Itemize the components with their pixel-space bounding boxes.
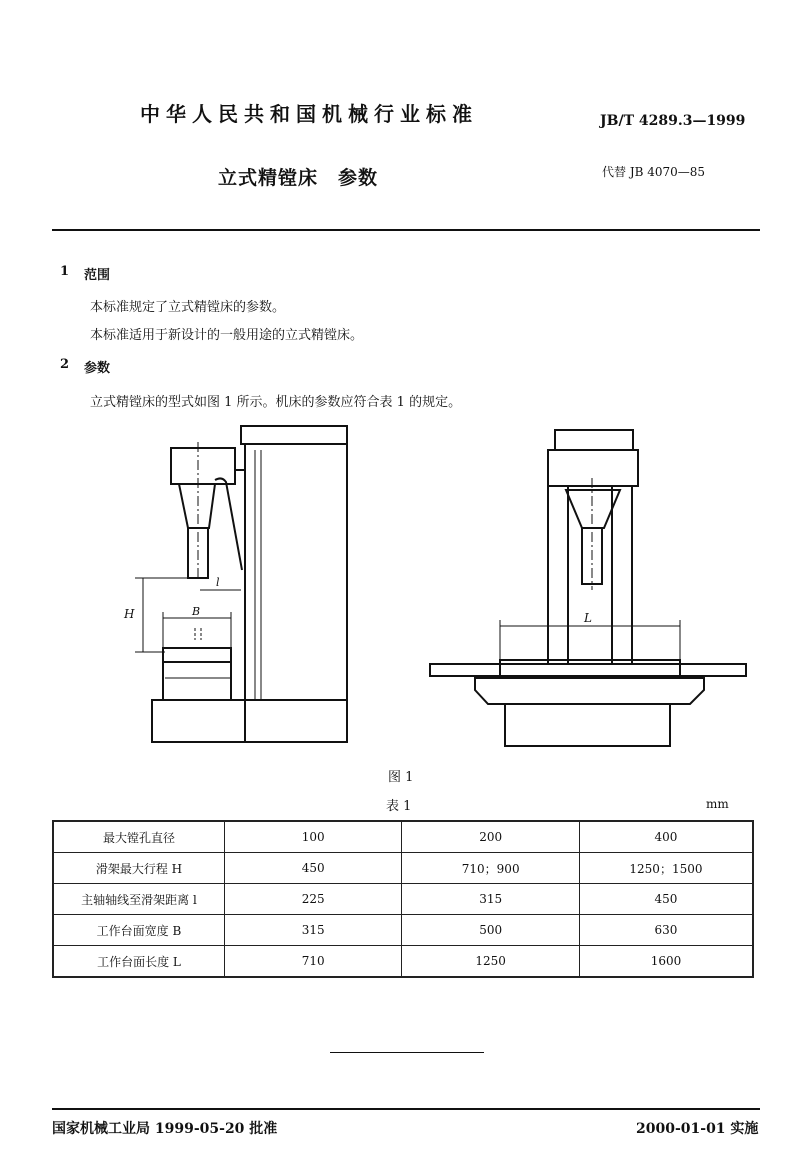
row-label: 工作台面长度 L [53,946,224,978]
effective-note: 2000-01-01 实施 [636,1121,759,1137]
header-rule [52,229,760,231]
section-2-para-1: 立式精镗床的型式如图 1 所示。机床的参数应符合表 1 的规定。 [90,395,462,410]
dim-label-big-l: L [584,611,592,625]
footer-rule [52,1108,760,1110]
issued-note: 国家机械工业局 1999-05-20 批准 [52,1121,278,1137]
dim-label-l: l [216,576,220,589]
table-cell: 500 [402,915,580,946]
section-1-para-1: 本标准规定了立式精镗床的参数。 [90,300,286,315]
end-rule [330,1052,484,1053]
dim-label-b: B [192,605,201,618]
table-cell: 630 [579,915,753,946]
table-unit: mm [706,797,729,811]
replaces-note: 代替 JB 4070—85 [602,165,706,179]
table-cell: 1250 [402,946,580,978]
section-2-number: 2 [60,357,70,372]
document-title: 立式精镗床 参数 [218,167,379,189]
org-title: 中华人民共和国机械行业标准 [140,102,478,126]
section-1-number: 1 [60,264,70,279]
parameter-table [52,820,754,978]
figure-1-drawing [0,420,800,760]
table-cell: 200 [402,821,580,853]
row-label: 工作台面宽度 B [53,915,224,946]
table-row [53,821,753,853]
table-cell: 315 [224,915,401,946]
table-cell: 710；900 [402,853,580,884]
table-cell: 315 [402,884,580,915]
table-cell: 450 [579,884,753,915]
section-2-title: 参数 [84,361,111,376]
standard-number: JB/T 4289.3—1999 [600,113,746,129]
table-cell: 1600 [579,946,753,978]
figure-caption: 图 1 [388,770,414,785]
row-label: 滑架最大行程 H [53,853,224,884]
table-cell: 400 [579,821,753,853]
section-1-para-2: 本标准适用于新设计的一般用途的立式精镗床。 [90,328,364,343]
table-cell: 100 [224,821,401,853]
row-label: 最大镗孔直径 [53,821,224,853]
table-cell: 1250；1500 [579,853,753,884]
section-1-title: 范围 [84,268,111,283]
front-view [430,430,746,746]
dim-label-h: H [124,607,135,621]
table-cell: 450 [224,853,401,884]
table-row [53,853,753,884]
table-row [53,884,753,915]
table-cell: 710 [224,946,401,978]
table-caption: 表 1 [386,799,412,814]
table-cell: 225 [224,884,401,915]
table-row [53,946,753,978]
table-row [53,915,753,946]
side-view [135,426,347,742]
row-label: 主轴轴线至滑架距离 l [53,884,224,915]
